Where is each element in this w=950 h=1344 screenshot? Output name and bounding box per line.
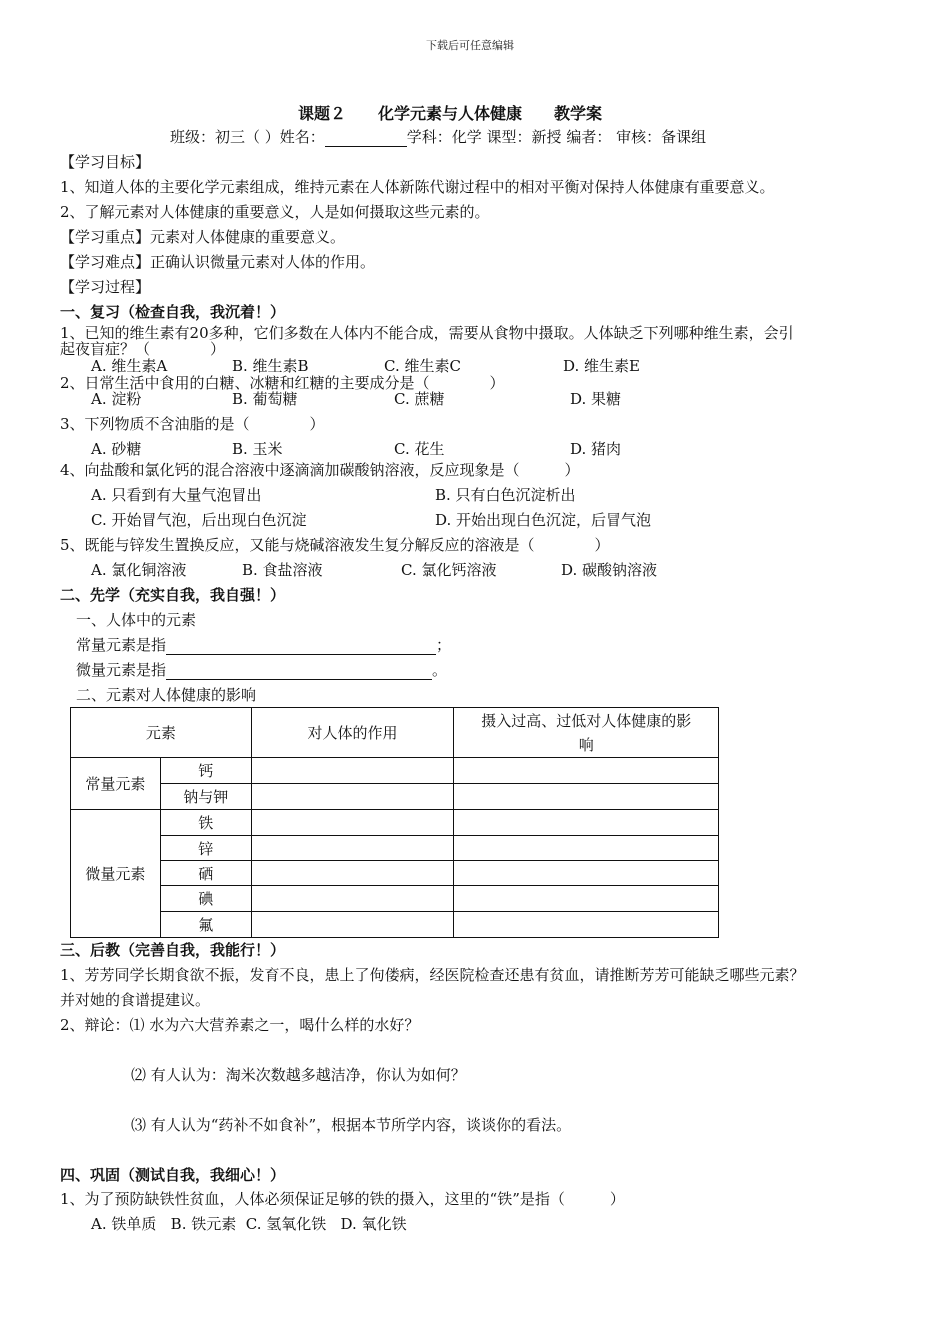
review-q3-option-b: B. 玉米 [232,440,283,458]
teach-q1-line1: 1、芳芳同学长期食欲不振，发育不良，患上了佝偻病，经医院检查还患有贫血，请推断芳芳可能缺乏哪些元素？ [60,966,805,984]
objective-1: 1、知道人体的主要化学元素组成，维持元素在人体新陈代谢过程中的相对平衡对保持人体健康有重要意义。 [60,178,775,196]
effect-cell[interactable] [251,836,454,861]
prelearn-heading: 二、先学（充实自我，我自强！） [60,586,286,604]
intake-cell[interactable] [454,810,719,836]
header-intake [454,708,719,758]
intake-cell[interactable] [454,861,719,886]
intake-cell[interactable] [454,784,719,810]
review-q2-option-b: B. 葡萄糖 [232,390,298,408]
review-q2-option-a: A. 淀粉 [91,390,142,408]
element-iodine: 碘 [160,886,251,912]
difficulty: 【学习难点】正确认识微量元素对人体的作用。 [60,253,376,271]
trace-element-end: 。 [432,661,448,679]
major-element-label: 常量元素是指 [76,636,167,654]
effect-cell[interactable] [251,784,454,810]
review-q4: 4、向盐酸和氯化钙的混合溶液中逐滴滴加碳酸钠溶液，反应现象是（ ） [60,461,580,479]
intake-cell[interactable] [454,836,719,861]
element-iron: 铁 [160,810,251,836]
review-q3: 3、下列物质不含油脂的是（ ） [60,415,325,433]
element-selenium: 硒 [160,861,251,886]
element-table [70,707,719,938]
review-q5-option-b: B. 食盐溶液 [242,561,323,579]
table-row [71,810,719,836]
header-intake-line2: 响 [578,735,594,754]
review-q3-option-d: D. 猪肉 [570,440,622,458]
teach-heading: 三、后教（完善自我，我能行！） [60,941,286,959]
major-element-line [76,635,451,655]
header-effect: 对人体的作用 [251,708,454,758]
review-q1-option-a: A. 维生素A [91,357,168,375]
review-q5-option-d: D. 碳酸钠溶液 [561,561,658,579]
review-q4-option-a: A. 只看到有大量气泡冒出 [91,486,262,504]
teach-q2-c: ⑶ 有人认为“药补不如食补”，根据本节所学内容，谈谈你的看法。 [131,1116,572,1134]
teach-q1-line2: 并对她的食谱提建议。 [60,991,211,1009]
review-q2-option-c: C. 蔗糖 [394,390,445,408]
intake-cell[interactable] [454,912,719,938]
effect-cell[interactable] [251,886,454,912]
table-row [71,836,719,861]
teach-q2: 2、辩论：⑴ 水为六大营养素之一，喝什么样的水好？ [60,1016,420,1034]
element-sodium-potassium: 钠与钾 [160,784,251,810]
review-q3-option-a: A. 砂糖 [91,440,142,458]
effect-cell[interactable] [251,912,454,938]
review-q5: 5、既能与锌发生置换反应，又能与烧碱溶液发生复分解反应的溶液是（ ） [60,536,610,554]
consolidate-q1: 1、为了预防缺铁性贫血，人体必须保证足够的铁的摄入，这里的“铁”是指（ ） [60,1190,625,1208]
prelearn-sub1: 一、人体中的元素 [76,611,197,629]
table-row [71,861,719,886]
element-fluorine: 氟 [160,912,251,938]
review-q2: 2、日常生活中食用的白糖、冰糖和红糖的主要成分是（ ） [60,374,505,392]
group-trace: 微量元素 [71,810,161,938]
element-calcium: 钙 [160,758,251,784]
objective-2: 2、了解元素对人体健康的重要意义，人是如何摄取这些元素的。 [60,203,490,221]
major-element-blank[interactable] [166,638,436,655]
review-q1-line2: 起夜盲症？（ ） [60,340,226,358]
effect-cell[interactable] [251,810,454,836]
page-title: 课题２ 化学元素与人体健康 教学案 [298,104,603,123]
review-heading: 一、复习（检查自我，我沉着！） [60,303,286,321]
review-q1-line1: 1、已知的维生素有20多种，它们多数在人体内不能合成，需要从食物中摄取。人体缺乏下列哪种维生素，会引 [60,324,794,342]
review-q4-option-c: C. 开始冒气泡，后出现白色沉淀 [91,511,307,529]
review-q4-option-d: D. 开始出现白色沉淀，后冒气泡 [435,511,652,529]
effect-cell[interactable] [251,758,454,784]
key-point: 【学习重点】元素对人体健康的重要意义。 [60,228,346,246]
review-q1-option-c: C. 维生素C [384,357,461,375]
process-heading: 【学习过程】 [60,278,151,296]
review-q3-option-c: C. 花生 [394,440,445,458]
trace-element-label: 微量元素是指 [76,661,167,679]
header-element: 元素 [71,708,252,758]
header-intake-line1: 摄入过高、过低对人体健康的影 [481,711,692,730]
review-q1-option-b: B. 维生素B [232,357,309,375]
prelearn-sub2: 二、元素对人体健康的影响 [76,686,257,704]
review-q2-option-d: D. 果糖 [570,390,622,408]
review-q5-option-c: C. 氯化钙溶液 [401,561,497,579]
teach-q2-b: ⑵ 有人认为：淘米次数越多越洁净，你认为如何？ [131,1066,466,1084]
objectives-heading: 【学习目标】 [60,153,151,171]
table-row [71,758,719,784]
name-blank[interactable] [325,130,407,147]
class-name-label: 班级：初三（ ）姓名： [170,128,325,146]
group-major: 常量元素 [71,758,161,810]
trace-element-blank[interactable] [166,663,432,680]
table-header-row [71,708,719,758]
intake-cell[interactable] [454,758,719,784]
table-row [71,912,719,938]
info-rest: 学科：化学 课型：新授 编者： 审核：备课组 [406,128,707,146]
consolidate-heading: 四、巩固（测试自我，我细心！） [60,1166,286,1184]
review-q1-option-d: D. 维生素E [563,357,640,375]
review-q4-option-b: B. 只有白色沉淀析出 [435,486,576,504]
major-element-end: ； [436,636,452,654]
table-row [71,886,719,912]
trace-element-line [76,660,447,680]
consolidate-q1-options: A. 铁单质 B. 铁元素 C. 氢氧化铁 D. 氧化铁 [91,1215,407,1233]
intake-cell[interactable] [454,886,719,912]
table-row [71,784,719,810]
effect-cell[interactable] [251,861,454,886]
element-zinc: 锌 [160,836,251,861]
info-line [170,127,706,147]
header-note: 下载后可任意编辑 [426,39,514,52]
review-q5-option-a: A. 氯化铜溶液 [91,561,187,579]
